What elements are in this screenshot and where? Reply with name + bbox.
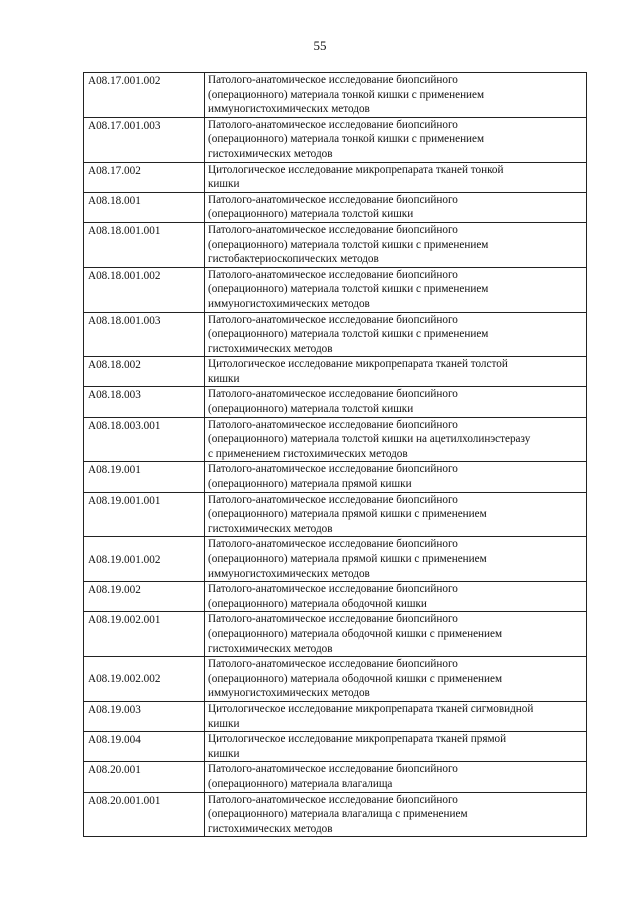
service-description (205, 117, 587, 162)
service-description (205, 387, 587, 417)
service-description (205, 762, 587, 792)
description-line: (операционного) материала ободочной кишки с применением (208, 672, 503, 685)
service-code: А08.19.002 (84, 582, 205, 612)
service-description (205, 792, 587, 837)
description-line: кишки (208, 178, 240, 191)
service-code: А08.19.001.002 (84, 537, 205, 582)
description-line: (операционного) материала толстой кишки (208, 208, 414, 221)
service-code: А08.18.001.003 (84, 312, 205, 357)
service-description (205, 192, 587, 222)
service-code: А08.17.001.003 (84, 117, 205, 162)
table-row (84, 192, 587, 222)
description-line: (операционного) материала ободочной кишки с применением (208, 627, 503, 640)
description-line: (операционного) материала толстой кишки с применением (208, 283, 489, 296)
description-line: Цитологическое исследование микропрепарата тканей сигмовидной (208, 702, 534, 715)
service-code: А08.18.002 (84, 357, 205, 387)
description-line: кишки (208, 747, 240, 760)
description-line: Патолого-анатомическое исследование биопсийного (208, 493, 458, 506)
description-line: иммуногистохимических методов (208, 103, 370, 116)
description-line: (операционного) материала толстой кишки с применением (208, 328, 489, 341)
table-row (84, 222, 587, 267)
service-code: А08.17.001.002 (84, 73, 205, 118)
service-description (205, 462, 587, 492)
service-code: А08.17.002 (84, 162, 205, 192)
description-line: гистохимических методов (208, 822, 333, 835)
service-description (205, 357, 587, 387)
description-line: Патолого-анатомическое исследование биопсийного (208, 74, 458, 86)
description-line: (операционного) материала прямой кишки с применением (208, 553, 487, 565)
description-line: Патолого-анатомическое исследование биопсийного (208, 313, 458, 326)
table-row (84, 492, 587, 537)
description-line: иммуногистохимических методов (208, 567, 370, 580)
description-line: Цитологическое исследование микропрепарата тканей толстой (208, 358, 508, 371)
description-line: гистохимических методов (208, 522, 333, 535)
description-line: кишки (208, 372, 240, 385)
service-description (205, 162, 587, 192)
description-line: Патолого-анатомическое исследование биопсийного (208, 793, 458, 806)
table-row (84, 387, 587, 417)
description-line: иммуногистохимических методов (208, 297, 370, 310)
table-row (84, 537, 587, 582)
table-row (84, 357, 587, 387)
service-description (205, 222, 587, 267)
service-description (205, 312, 587, 357)
service-description (205, 582, 587, 612)
service-code: А08.19.002.001 (84, 612, 205, 657)
table-row (84, 312, 587, 357)
description-line: гистохимических методов (208, 147, 333, 160)
description-line: (операционного) материала прямой кишки с применением (208, 508, 487, 521)
description-line: (операционного) материала влагалища с применением (208, 808, 468, 821)
service-code: А08.19.002.002 (84, 657, 205, 702)
services-code-table (83, 72, 587, 837)
service-code: А08.19.001.001 (84, 492, 205, 537)
table-row (84, 117, 587, 162)
description-line: иммуногистохимических методов (208, 687, 370, 700)
table-row (84, 792, 587, 837)
description-line: Патолого-анатомическое исследование биопсийного (208, 268, 458, 281)
description-line: Патолого-анатомическое исследование биопсийного (208, 118, 458, 131)
description-line: (операционного) материала толстой кишки с применением (208, 238, 489, 251)
service-description (205, 657, 587, 702)
description-line: Цитологическое исследование микропрепарата тканей тонкой (208, 163, 504, 176)
service-code: А08.19.003 (84, 701, 205, 731)
service-code: А08.20.001.001 (84, 792, 205, 837)
service-code: А08.18.001 (84, 192, 205, 222)
description-line: Патолого-анатомическое исследование биопсийного (208, 763, 458, 776)
service-code: А08.18.001.001 (84, 222, 205, 267)
table-row (84, 73, 587, 118)
table-row (84, 612, 587, 657)
description-line: Патолого-анатомическое исследование биопсийного (208, 388, 458, 401)
table-body (84, 73, 587, 837)
description-line: гистобактериоскопических методов (208, 253, 379, 266)
description-line: Патолого-анатомическое исследование биопсийного (208, 193, 458, 206)
page-number: 55 (313, 38, 327, 53)
service-description (205, 417, 587, 462)
description-line: Патолого-анатомическое исследование биопсийного (208, 418, 458, 431)
description-line: (операционного) материала прямой кишки (208, 478, 412, 491)
service-code: А08.19.001 (84, 462, 205, 492)
description-line: Патолого-анатомическое исследование биопсийного (208, 463, 458, 476)
service-description (205, 267, 587, 312)
description-line: Патолого-анатомическое исследование биопсийного (208, 223, 458, 236)
service-code: А08.20.001 (84, 762, 205, 792)
table-row (84, 657, 587, 702)
description-line: (операционного) материала толстой кишки на ацетилхолинэстеразу (208, 433, 531, 446)
table-row (84, 462, 587, 492)
table-row (84, 762, 587, 792)
table-row (84, 732, 587, 762)
service-description (205, 732, 587, 762)
service-code: А08.18.003 (84, 387, 205, 417)
description-line: (операционного) материала тонкой кишки с применением (208, 88, 485, 101)
service-description (205, 537, 587, 582)
description-line: Цитологическое исследование микропрепарата тканей прямой (208, 733, 507, 746)
service-code: А08.18.001.002 (84, 267, 205, 312)
description-line: кишки (208, 717, 240, 730)
description-line: (операционного) материала ободочной кишки (208, 597, 427, 610)
description-line: (операционного) материала тонкой кишки с применением (208, 133, 485, 146)
service-code: А08.19.004 (84, 732, 205, 762)
service-description (205, 73, 587, 118)
table-row (84, 582, 587, 612)
table-row (84, 162, 587, 192)
service-description (205, 612, 587, 657)
table-row (84, 267, 587, 312)
description-line: (операционного) материала толстой кишки (208, 403, 414, 416)
description-line: Патолого-анатомическое исследование биопсийного (208, 583, 458, 596)
description-line: Патолого-анатомическое исследование биопсийного (208, 538, 458, 551)
service-description (205, 701, 587, 731)
description-line: Патолого-анатомическое исследование биопсийного (208, 658, 458, 671)
description-line: с применением гистохимических методов (208, 447, 408, 460)
description-line: Патолого-анатомическое исследование биопсийного (208, 613, 458, 626)
table-row (84, 701, 587, 731)
description-line: гистохимических методов (208, 342, 333, 355)
table-row (84, 417, 587, 462)
service-description (205, 492, 587, 537)
service-code: А08.18.003.001 (84, 417, 205, 462)
description-line: гистохимических методов (208, 642, 333, 655)
description-line: (операционного) материала влагалища (208, 777, 393, 790)
